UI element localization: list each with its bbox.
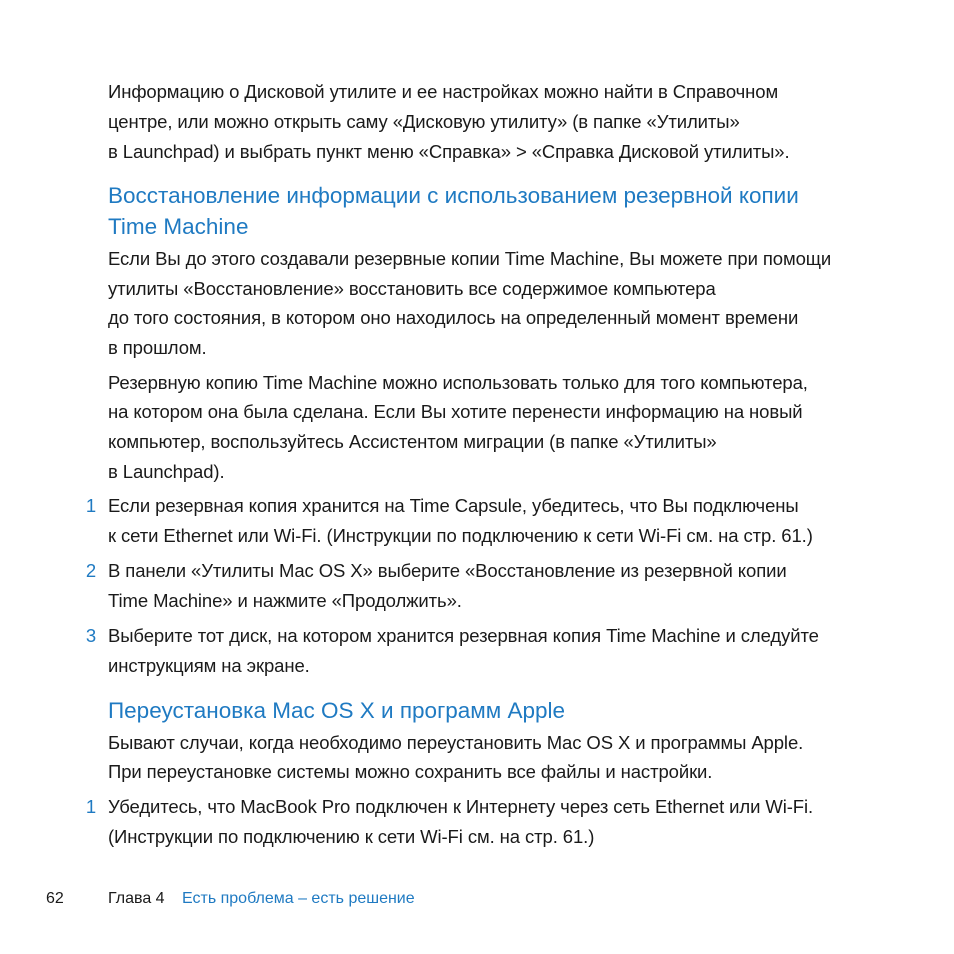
step-number: 1 (85, 796, 97, 817)
step-line: инструкциям на экране. (108, 655, 310, 676)
paragraph-line: в Launchpad). (108, 461, 225, 482)
heading-line: Восстановление информации с использованием резервной копии (108, 183, 799, 208)
step-line: В панели «Утилиты Mac OS X» выберите «Восстановление из резервной копии (108, 560, 787, 581)
step-line: Убедитесь, что MacBook Pro подключен к Интернету через сеть Ethernet или Wi-Fi. (108, 796, 814, 817)
intro-line: Информацию о Дисковой утилите и ее настройках можно найти в Справочном (108, 81, 779, 102)
paragraph-line: компьютер, воспользуйтесь Ассистентом миграции (в папке «Утилиты» (108, 431, 717, 452)
chapter-label: Глава 4 (108, 890, 165, 907)
paragraph-line: до того состояния, в котором оно находилось на определенный момент времени (108, 307, 799, 328)
step-number: 2 (85, 560, 97, 581)
paragraph-line: При переустановке системы можно сохранить все файлы и настройки. (108, 761, 713, 782)
step-line: Time Machine» и нажмите «Продолжить». (108, 590, 462, 611)
paragraph-line: в прошлом. (108, 337, 207, 358)
chapter-title: Есть проблема – есть решение (182, 890, 415, 907)
paragraph-line: на котором она была сделана. Если Вы хотите перенести информацию на новый (108, 401, 803, 422)
step-line: (Инструкции по подключению к сети Wi-Fi см. на стр. 61.) (108, 826, 595, 847)
step-number: 3 (85, 625, 97, 646)
step-line: к сети Ethernet или Wi-Fi. (Инструкции по подключению к сети Wi-Fi см. на стр. 61.) (108, 525, 813, 546)
intro-line: в Launchpad) и выбрать пункт меню «Справка» > «Справка Дисковой утилиты». (108, 141, 790, 162)
page-number: 62 (46, 890, 64, 907)
paragraph-line: утилиты «Восстановление» восстановить все содержимое компьютера (108, 278, 716, 299)
heading-line: Time Machine (108, 214, 249, 239)
section-heading-reinstall: Переустановка Mac OS X и программ Apple (108, 698, 566, 723)
step-line: Выберите тот диск, на котором хранится резервная копия Time Machine и следуйте (108, 625, 819, 646)
step-number: 1 (85, 495, 97, 516)
step-line: Если резервная копия хранится на Time Capsule, убедитесь, что Вы подключены (108, 495, 799, 516)
paragraph-line: Если Вы до этого создавали резервные копии Time Machine, Вы можете при помощи (108, 248, 832, 269)
paragraph-line: Резервную копию Time Machine можно использовать только для того компьютера, (108, 372, 808, 393)
paragraph-line: Бывают случаи, когда необходимо переустановить Mac OS X и программы Apple. (108, 732, 804, 753)
intro-line: центре, или можно открыть саму «Дисковую утилиту» (в папке «Утилиты» (108, 111, 740, 132)
